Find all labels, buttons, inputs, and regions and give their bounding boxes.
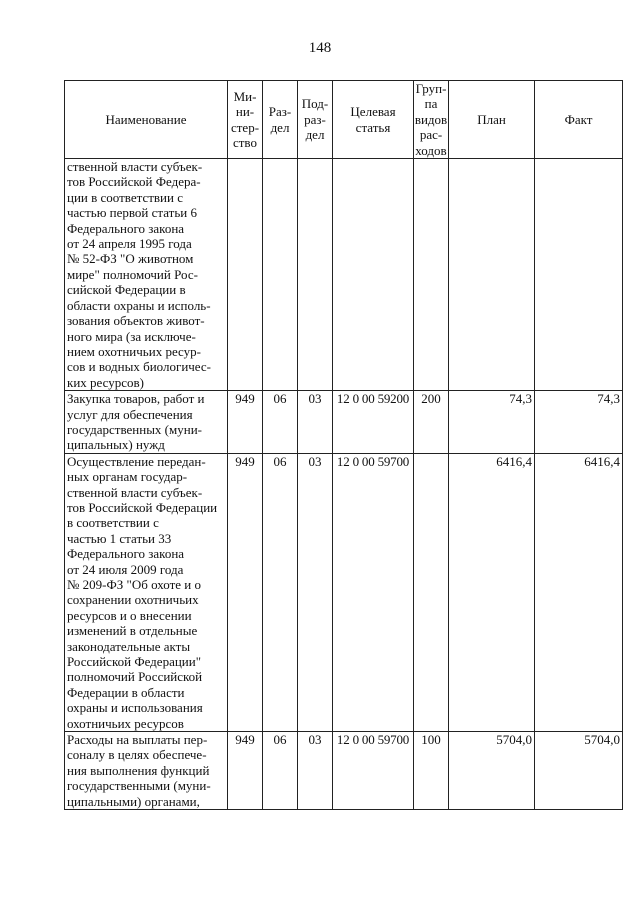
row-subsection	[298, 159, 333, 391]
page-number: 148	[308, 40, 332, 56]
row-target: 12 0 00 59200	[333, 391, 414, 454]
row-name: Осуществление передан- ных органам государ- ственной власти субъек- тов Российской Федерации в соответствии с частью 1 статьи 33 Федерального закона от 24 июля 2009 года № 209-ФЗ "Об охоте и о сохранении охотничьих ресурсов и о внесении изменений в отдельные законодательные акты Российской Федерации" полномочий Российской Федерации в области охраны и использования охотничьих ресурсов	[65, 453, 228, 731]
row-subsection: 03	[298, 453, 333, 731]
table-row	[65, 453, 623, 731]
row-name: ственной власти субъек- тов Российской Федера- ции в соответствии с частью первой статьи 6 Федерального закона от 24 апреля 1995 года № 52-ФЗ "О животном мире" полномочий Рос- сийской Федерации в области охраны и исполь- зования объектов живот- ного мира (за исключе- нием охотничьих ресур- сов и водных биологичес- ких ресурсов)	[65, 159, 228, 391]
header-ministry: Ми- ни- стер- ство	[228, 81, 263, 159]
row-section	[263, 159, 298, 391]
header-target: Целевая статья	[333, 81, 414, 159]
row-expense-group: 200	[414, 391, 449, 454]
header-fact: Факт	[535, 81, 623, 159]
row-plan: 6416,4	[449, 453, 535, 731]
row-ministry: 949	[228, 391, 263, 454]
budget-table	[64, 80, 623, 810]
table-row	[65, 159, 623, 391]
row-section: 06	[263, 732, 298, 810]
row-expense-group	[414, 159, 449, 391]
row-fact	[535, 159, 623, 391]
row-ministry: 949	[228, 732, 263, 810]
row-ministry: 949	[228, 453, 263, 731]
header-expense-group: Груп- па видов рас- ходов	[414, 81, 448, 158]
table-row	[65, 391, 623, 454]
row-plan: 5704,0	[449, 732, 535, 810]
header-subsection: Под- раз- дел	[298, 81, 333, 159]
table-header-row	[65, 81, 623, 159]
row-ministry	[228, 159, 263, 391]
header-section: Раз- дел	[263, 81, 298, 159]
table-row	[65, 732, 623, 810]
row-fact: 5704,0	[535, 732, 623, 810]
row-plan	[449, 159, 535, 391]
row-expense-group	[414, 453, 449, 731]
row-section: 06	[263, 391, 298, 454]
row-fact: 6416,4	[535, 453, 623, 731]
row-name: Закупка товаров, работ и услуг для обеспечения государственных (муни- ципальных) нужд	[65, 391, 228, 454]
header-plan: План	[449, 81, 535, 159]
row-target: 12 0 00 59700	[333, 453, 414, 731]
row-subsection: 03	[298, 391, 333, 454]
row-subsection: 03	[298, 732, 333, 810]
row-section: 06	[263, 453, 298, 731]
row-expense-group: 100	[414, 732, 449, 810]
row-target	[333, 159, 414, 391]
row-fact: 74,3	[535, 391, 623, 454]
row-plan: 74,3	[449, 391, 535, 454]
header-name: Наименование	[65, 81, 228, 159]
row-target: 12 0 00 59700	[333, 732, 414, 810]
row-name: Расходы на выплаты пер- соналу в целях обеспече- ния выполнения функций государственными (муни- ципальными) органами,	[65, 732, 228, 810]
